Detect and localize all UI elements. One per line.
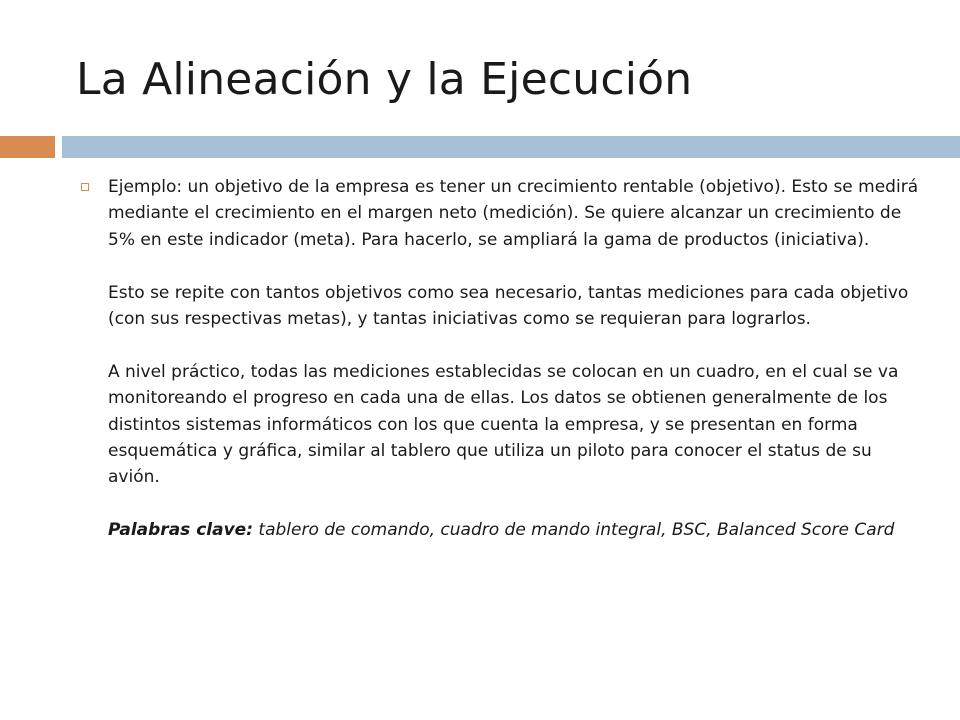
paragraph-repeat: Esto se repite con tantos objetivos como sea necesario, tantas mediciones para cada objetivo (con sus respectivas metas), y tantas iniciativas como se requieran para lograrlos. <box>108 282 909 330</box>
keywords-text: tablero de comando, cuadro de mando integral, BSC, Balanced Score Card <box>253 520 895 541</box>
keywords-label: Palabras clave: <box>108 520 253 541</box>
slide-title: La Alineación y la Ejecución <box>76 54 693 105</box>
title-underline-bar <box>62 136 960 158</box>
paragraph-practical: A nivel práctico, todas las mediciones establecidas se colocan en un cuadro, en el cual se va monitoreando el progreso en cada una de ellas. Los datos se obtienen generalmente de los distintos sistemas informáticos con los que cuenta la empresa, y se presentan en forma esquemática y gráfica, similar al tablero que utiliza un piloto para conocer el status de su avión. <box>108 361 899 488</box>
paragraph-example: Ejemplo: un objetivo de la empresa es tener un crecimiento rentable (objetivo). Esto se medirá mediante el crecimiento en el margen neto (medición). Se quiere alcanzar un crecimiento de 5% en este indicador (meta). Para hacerlo, se ampliará la gama de productos (iniciativa). <box>108 177 919 250</box>
slide-body <box>108 174 920 544</box>
accent-bar <box>0 136 55 158</box>
square-bullet-icon <box>81 183 89 191</box>
keywords-paragraph <box>108 517 920 543</box>
